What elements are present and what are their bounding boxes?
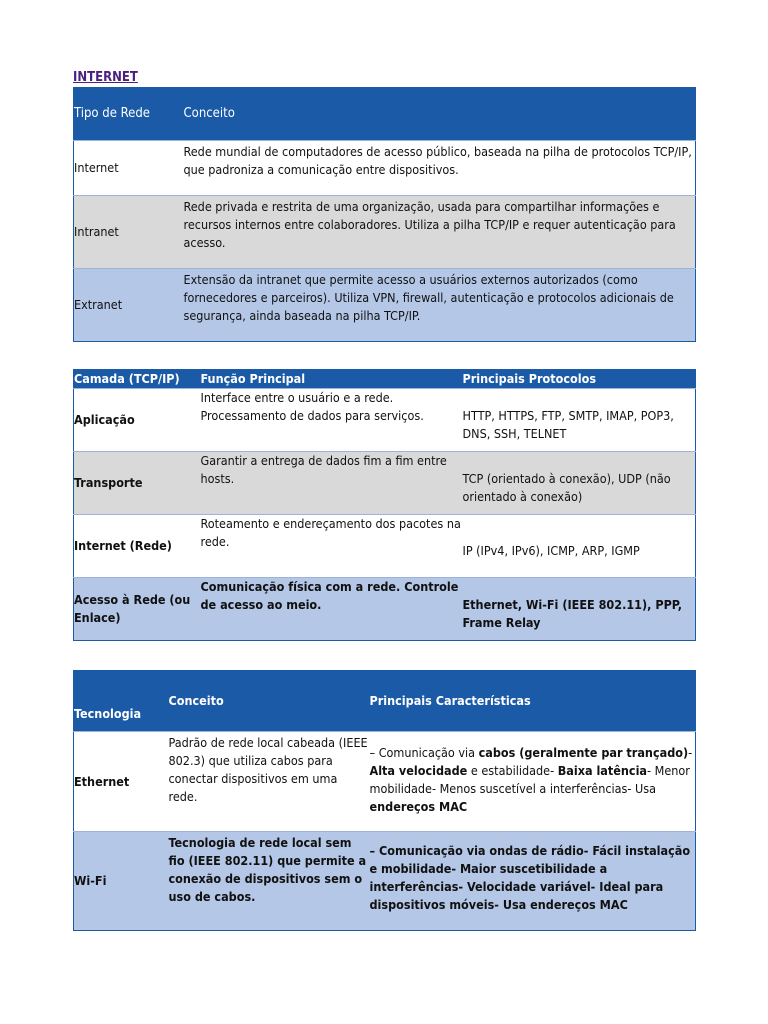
page-title: INTERNET <box>73 70 138 85</box>
header-cell: Tipo de Rede <box>74 88 184 141</box>
function-cell: Garantir a entrega de dados fim a fim entre hosts. <box>201 452 463 515</box>
table-header-row <box>74 370 696 389</box>
header-cell: Conceito <box>169 671 370 732</box>
table-row <box>74 269 696 342</box>
concept-cell: Tecnologia de rede local sem fio (IEEE 802.11) que permite a conexão de dispositivos sem o uso de cabos. <box>169 832 370 931</box>
characteristics-bold-text: Alta velocidade <box>369 763 468 778</box>
characteristics-bold-text: Baixa latência <box>557 763 648 778</box>
concept-cell: Extensão da intranet que permite acesso a usuários externos autorizados (como fornecedores e parceiros). Utiliza VPN, firewall, autenticação e protocolos adicionais de segurança, ainda baseada na pilha TCP/IP. <box>184 269 696 342</box>
characteristics-text: - <box>688 745 693 760</box>
tcpip-layers-table <box>73 369 696 641</box>
layer-cell: Transporte <box>74 452 201 515</box>
table-row <box>74 389 696 452</box>
header-cell: Tecnologia <box>74 671 169 732</box>
characteristics-text: e estabilidade- <box>467 763 558 778</box>
technology-cell: Ethernet <box>74 732 169 832</box>
table-header-row <box>74 88 696 141</box>
protocols-cell: Ethernet, Wi-Fi (IEEE 802.11), PPP, Frame Relay <box>463 578 696 641</box>
network-types-table <box>73 87 696 342</box>
table-row <box>74 196 696 269</box>
technologies-table <box>73 670 696 931</box>
technology-cell: Wi-Fi <box>74 832 169 931</box>
table-row <box>74 141 696 196</box>
header-cell: Principais Características <box>370 671 696 732</box>
header-cell: Função Principal <box>201 370 463 389</box>
characteristics-cell: – Comunicação via ondas de rádio- Fácil instalação e mobilidade- Maior suscetibilidade a interferências- Velocidade variável- Ideal para dispositivos móveis- Usa endereços MAC <box>370 832 696 931</box>
concept-cell: Rede privada e restrita de uma organização, usada para compartilhar informações e recursos internos entre colaboradores. Utiliza a pilha TCP/IP e requer autenticação para acesso. <box>184 196 696 269</box>
function-cell: Interface entre o usuário e a rede. Processamento de dados para serviços. <box>201 389 463 452</box>
table-row <box>74 578 696 641</box>
table-row <box>74 515 696 578</box>
header-cell: Camada (TCP/IP) <box>74 370 201 389</box>
network-type-cell: Internet <box>74 141 184 196</box>
function-cell: Roteamento e endereçamento dos pacotes na rede. <box>201 515 463 578</box>
characteristics-cell <box>370 732 696 832</box>
characteristics-bold-text: cabos (geralmente par trançado) <box>478 745 689 760</box>
table-header-row <box>74 671 696 732</box>
layer-cell: Aplicação <box>74 389 201 452</box>
characteristics-bold-text: endereços MAC <box>369 799 468 814</box>
table-row <box>74 832 696 931</box>
header-cell: Conceito <box>184 88 696 141</box>
concept-cell: Padrão de rede local cabeada (IEEE 802.3) que utiliza cabos para conectar dispositivos em uma rede. <box>169 732 370 832</box>
layer-cell: Acesso à Rede (ou Enlace) <box>74 578 201 641</box>
characteristics-text: - Menor mobilidade- Menos suscetível a interferências- Usa <box>369 763 690 796</box>
function-cell: Comunicação física com a rede. Controle de acesso ao meio. <box>201 578 463 641</box>
protocols-cell: TCP (orientado à conexão), UDP (não orientado à conexão) <box>463 452 696 515</box>
protocols-cell: HTTP, HTTPS, FTP, SMTP, IMAP, POP3, DNS, SSH, TELNET <box>463 389 696 452</box>
characteristics-text: – Comunicação via <box>369 745 479 760</box>
concept-cell: Rede mundial de computadores de acesso público, baseada na pilha de protocolos TCP/IP, que padroniza a comunicação entre dispositivos. <box>184 141 696 196</box>
header-cell: Principais Protocolos <box>463 370 696 389</box>
layer-cell: Internet (Rede) <box>74 515 201 578</box>
network-type-cell: Intranet <box>74 196 184 269</box>
protocols-cell: IP (IPv4, IPv6), ICMP, ARP, IGMP <box>463 515 696 578</box>
table-row <box>74 452 696 515</box>
network-type-cell: Extranet <box>74 269 184 342</box>
table-row <box>74 732 696 832</box>
